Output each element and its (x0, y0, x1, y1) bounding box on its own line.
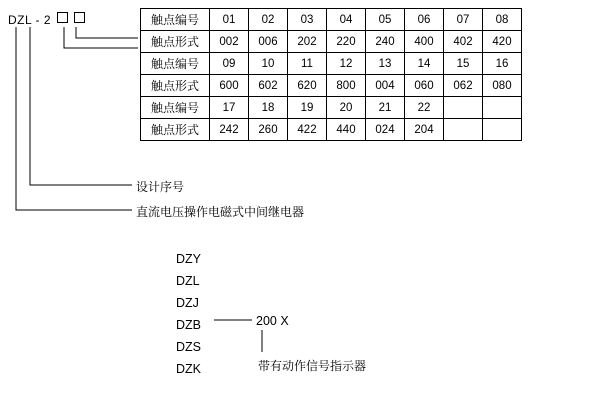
table-cell: 12 (327, 53, 366, 75)
table-cell: 242 (210, 119, 249, 141)
table-cell-empty (483, 119, 522, 141)
table-cell: 024 (366, 119, 405, 141)
table-cell: 240 (366, 31, 405, 53)
contact-table (140, 8, 522, 141)
table-cell: 202 (288, 31, 327, 53)
table-cell: 402 (444, 31, 483, 53)
table-cell: 080 (483, 75, 522, 97)
table-cell: 16 (483, 53, 522, 75)
row-label: 触点编号 (141, 53, 210, 75)
model-code-prefix: DZL - 2 (8, 13, 52, 27)
table-cell: 002 (210, 31, 249, 53)
table-cell: 02 (249, 9, 288, 31)
table-cell: 01 (210, 9, 249, 31)
table-cell: 15 (444, 53, 483, 75)
table-cell: 22 (405, 97, 444, 119)
series-item-dzl: DZL (176, 274, 200, 288)
label-design-serial: 设计序号 (136, 180, 185, 194)
table-cell: 21 (366, 97, 405, 119)
table-cell: 600 (210, 75, 249, 97)
table-cell: 13 (366, 53, 405, 75)
table-cell: 18 (249, 97, 288, 119)
table-cell: 062 (444, 75, 483, 97)
table-row (141, 53, 522, 75)
table-cell: 06 (405, 9, 444, 31)
label-indicator-note: 带有动作信号指示器 (258, 359, 367, 373)
table-cell: 800 (327, 75, 366, 97)
table-row (141, 97, 522, 119)
row-label: 触点形式 (141, 119, 210, 141)
table-cell-empty (483, 97, 522, 119)
series-item-dzk: DZK (176, 362, 201, 376)
series-item-dzj: DZJ (176, 296, 199, 310)
series-item-dzs: DZS (176, 340, 201, 354)
table-cell: 04 (327, 9, 366, 31)
table-cell: 08 (483, 9, 522, 31)
table-cell: 07 (444, 9, 483, 31)
row-label: 触点编号 (141, 9, 210, 31)
label-relay-type: 直流电压操作电磁式中间继电器 (136, 205, 305, 219)
row-label: 触点编号 (141, 97, 210, 119)
table-row (141, 9, 522, 31)
table-cell: 440 (327, 119, 366, 141)
table-cell: 004 (366, 75, 405, 97)
series-item-dzy: DZY (176, 252, 201, 266)
table-cell-empty (444, 119, 483, 141)
table-row (141, 75, 522, 97)
table-cell: 602 (249, 75, 288, 97)
table-cell-empty (444, 97, 483, 119)
table-cell: 620 (288, 75, 327, 97)
table-row (141, 31, 522, 53)
table-row (141, 119, 522, 141)
table-cell: 14 (405, 53, 444, 75)
table-cell: 20 (327, 97, 366, 119)
table-cell: 19 (288, 97, 327, 119)
table-cell: 422 (288, 119, 327, 141)
table-cell: 060 (405, 75, 444, 97)
table-cell: 05 (366, 9, 405, 31)
table-cell: 204 (405, 119, 444, 141)
table-cell: 11 (288, 53, 327, 75)
table-cell: 10 (249, 53, 288, 75)
table-cell: 260 (249, 119, 288, 141)
table-cell: 220 (327, 31, 366, 53)
table-cell: 006 (249, 31, 288, 53)
series-item-dzb: DZB (176, 318, 201, 332)
contact-table-wrapper (140, 8, 522, 141)
table-cell: 03 (288, 9, 327, 31)
row-label: 触点形式 (141, 75, 210, 97)
table-cell: 420 (483, 31, 522, 53)
series-suffix: 200 X (256, 314, 289, 328)
table-cell: 09 (210, 53, 249, 75)
series-list (176, 248, 201, 380)
row-label: 触点形式 (141, 31, 210, 53)
table-cell: 400 (405, 31, 444, 53)
table-cell: 17 (210, 97, 249, 119)
